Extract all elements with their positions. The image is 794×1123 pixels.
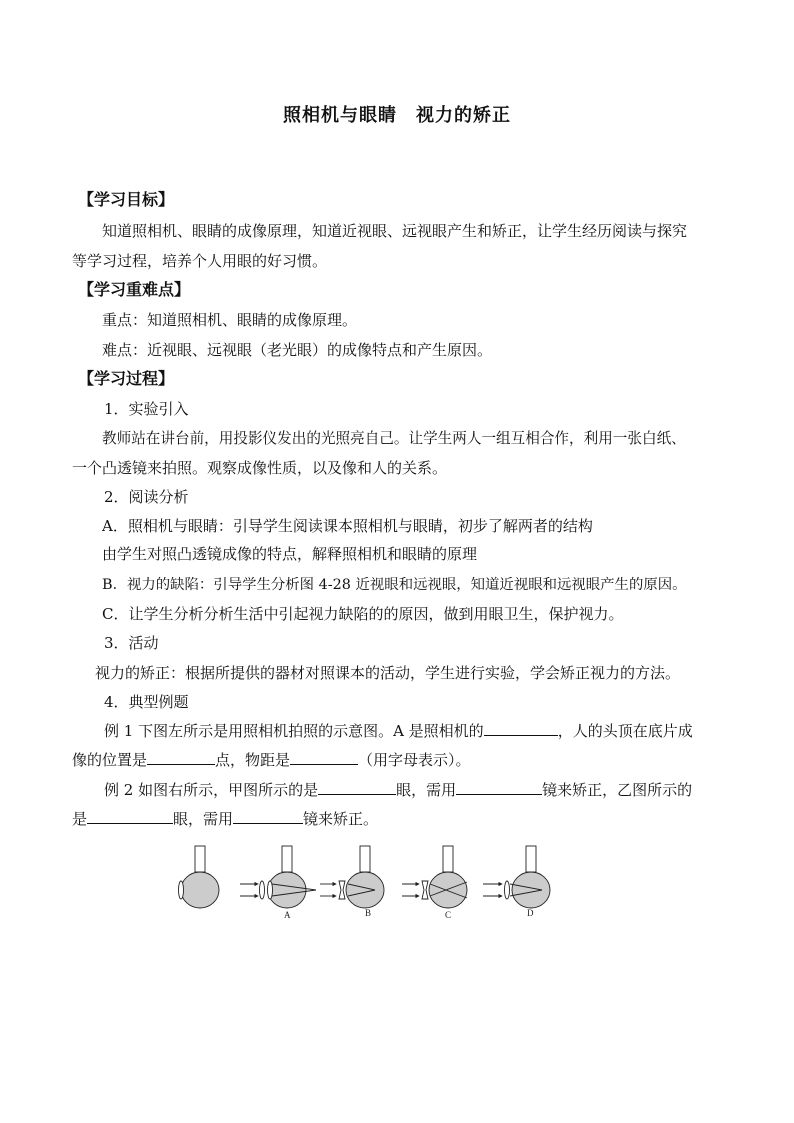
- example2-line2: [72, 809, 378, 829]
- step3-title: 3．活动: [104, 634, 159, 652]
- example2-text-b: 眼，需用: [396, 781, 457, 799]
- example2-blank-3[interactable]: [87, 809, 173, 824]
- example1-text-b: ，人的头顶在底片成: [557, 722, 693, 740]
- goals-text-1: 知道照相机、眼睛的成像原理，知道近视眼、远视眼产生和矫正，让学生经历阅读与探究: [102, 222, 688, 240]
- example1-blank-2[interactable]: [147, 750, 215, 765]
- step4-title: 4．典型例题: [104, 693, 189, 711]
- step2-b: B．视力的缺陷：引导学生分析图 4-28 近视眼和远视眼，知道近视眼和远视眼产生的原因。: [102, 577, 687, 593]
- eye-diagram-base: [179, 846, 220, 908]
- example1-blank-3[interactable]: [290, 750, 358, 765]
- goals-heading: 【学习目标】: [78, 190, 175, 209]
- example1-text-c: 像的位置是: [72, 751, 148, 769]
- example2-blank-1[interactable]: [318, 780, 396, 795]
- example2-text-d: 是: [72, 810, 88, 828]
- eye-lens-diagram: [170, 838, 570, 928]
- eye-diagram-a: [240, 846, 316, 908]
- example2-blank-4[interactable]: [233, 809, 303, 824]
- goals-text-2: 等学习过程，培养个人用眼的好习惯。: [72, 252, 328, 270]
- example1-line1: [104, 721, 693, 741]
- step2-a: A．照相机与眼睛：引导学生阅读课本照相机与眼睛，初步了解两者的结构: [102, 517, 593, 535]
- page-title: 照相机与眼睛 视力的矫正: [283, 105, 511, 126]
- example1-blank-1[interactable]: [484, 721, 558, 736]
- eye-diagram-d: [483, 846, 550, 908]
- step1-text-1: 教师站在讲台前，用投影仪发出的光照亮自己。让学生两人一组互相合作，利用一张白纸、: [102, 430, 686, 447]
- process-heading: 【学习过程】: [78, 369, 175, 388]
- figure-label-d: D: [527, 908, 534, 918]
- example2-line1: [104, 780, 692, 800]
- example1-text-e: （用字母表示）。: [358, 751, 471, 769]
- eye-diagram-b: [320, 846, 384, 908]
- example2-text-c: 镜来矫正，乙图所示的: [542, 781, 693, 799]
- figure-label-c: C: [445, 910, 452, 920]
- example2-text-a: 例 2 如图右所示，甲图所示的是: [104, 781, 319, 799]
- step2-a-2: 由学生对照凸透镜成像的特点，解释照相机和眼睛的原理: [102, 545, 478, 563]
- step2-title: 2．阅读分析: [104, 488, 189, 506]
- figure-label-a: A: [284, 910, 291, 920]
- step1-text-2: 一个凸透镜来拍照。观察成像性质，以及像和人的关系。: [72, 459, 448, 477]
- example2-blank-2[interactable]: [456, 780, 542, 795]
- example1-text-a: 例 1 下图左所示是用照相机拍照的示意图。A 是照相机的: [104, 722, 484, 740]
- example2-text-e: 眼，需用: [173, 810, 234, 828]
- key-heading: 【学习重难点】: [78, 280, 191, 299]
- step3-text: 视力的矫正：根据所提供的器材对照课本的活动，学生进行实验，学会矫正视力的方法。: [95, 664, 681, 682]
- example2-text-f: 镜来矫正。: [303, 810, 379, 828]
- step2-c: C．让学生分析分析生活中引起视力缺陷的的原因，做到用眼卫生，保护视力。: [102, 605, 624, 623]
- step1-title: 1．实验引入: [104, 400, 189, 418]
- example1-line2: [72, 750, 471, 770]
- example1-text-d: 点，物距是: [215, 751, 291, 769]
- key-difficulty: 难点：近视眼、远视眼（老光眼）的成像特点和产生原因。: [102, 341, 493, 359]
- figure-label-b: B: [365, 908, 372, 918]
- eye-diagram-c: [402, 846, 467, 908]
- key-focus: 重点：知道照相机、眼睛的成像原理。: [102, 311, 358, 329]
